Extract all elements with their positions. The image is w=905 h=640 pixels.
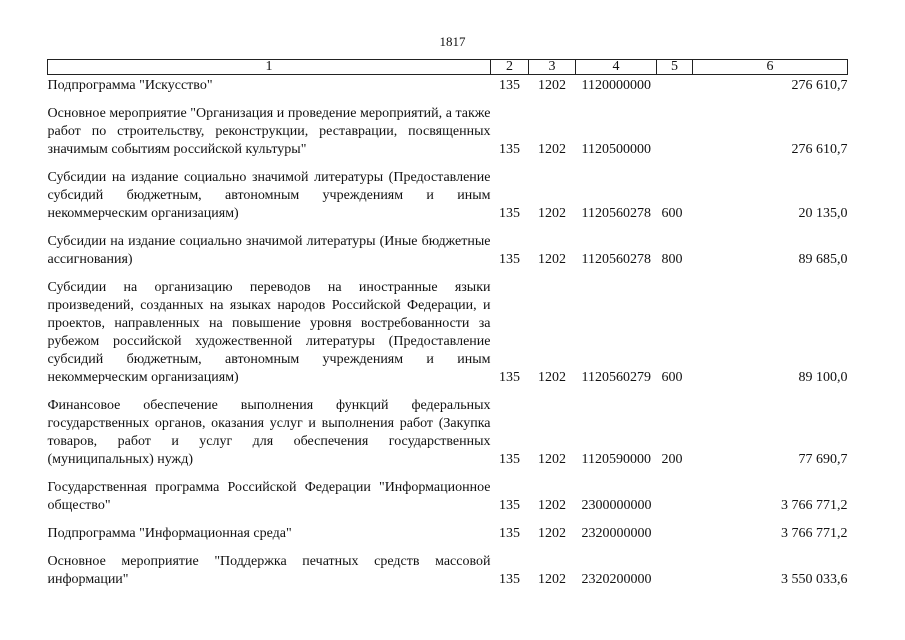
row-name: Подпрограмма "Информационная среда" — [47, 526, 292, 541]
row-name: Подпрограмма "Искусство" — [47, 78, 213, 93]
row-expense-type — [657, 75, 693, 106]
row-section: 1202 — [538, 452, 566, 467]
row-amount: 3 550 033,6 — [781, 572, 848, 587]
row-amount: 276 610,7 — [791, 142, 848, 157]
row-section: 1202 — [538, 572, 566, 587]
row-name: Финансовое обеспечение выполнения функций федеральных государственных органов, оказания услуг и выполнения работ (Закупка товаров, работ и услуг для обеспечения государственных (муниципальных) нужд) — [47, 398, 491, 467]
table-body — [48, 75, 848, 600]
row-target-code: 1120560279 — [581, 370, 651, 385]
table-row — [48, 553, 848, 599]
table-row — [48, 169, 848, 233]
row-expense-type — [657, 553, 693, 599]
row-amount: 89 100,0 — [798, 370, 848, 385]
budget-table — [47, 59, 848, 599]
row-grbs: 135 — [499, 252, 520, 267]
row-section: 1202 — [538, 142, 566, 157]
row-target-code: 2300000000 — [581, 498, 652, 513]
row-expense-type — [657, 525, 693, 553]
table-row — [48, 105, 848, 169]
row-expense-type — [657, 479, 693, 525]
row-section: 1202 — [538, 78, 566, 93]
row-grbs: 135 — [499, 206, 520, 221]
row-expense-type: 600 — [661, 206, 683, 221]
row-target-code: 1120000000 — [581, 78, 651, 93]
column-header-6: 6 — [693, 60, 848, 75]
row-section: 1202 — [538, 252, 566, 267]
row-name: Субсидии на организацию переводов на иностранные языки произведений, созданных на языках народов Российской Федерации, и проектов, направленных на повышение уровня востребованности за рубежом российской художественной литературы (Предоставление субсидий бюджетным, автономным учреждениям и иным некоммерческим организациям) — [47, 280, 491, 385]
column-header-5: 5 — [657, 60, 693, 75]
row-target-code: 1120590000 — [581, 452, 651, 467]
table-row — [48, 525, 848, 553]
header-row — [48, 60, 848, 75]
row-amount: 3 766 771,2 — [781, 526, 848, 541]
row-target-code: 2320000000 — [581, 526, 652, 541]
column-header-3: 3 — [529, 60, 576, 75]
row-amount: 77 690,7 — [798, 452, 848, 467]
row-section: 1202 — [538, 370, 566, 385]
table-header — [48, 60, 848, 75]
table-row — [48, 279, 848, 397]
row-grbs: 135 — [499, 370, 520, 385]
row-target-code: 2320200000 — [581, 572, 652, 587]
row-amount: 276 610,7 — [791, 78, 848, 93]
row-expense-type — [657, 105, 693, 169]
row-grbs: 135 — [499, 526, 520, 541]
table-row — [48, 233, 848, 279]
row-amount: 89 685,0 — [798, 252, 848, 267]
row-grbs: 135 — [499, 498, 520, 513]
row-section: 1202 — [538, 498, 566, 513]
column-header-2: 2 — [491, 60, 529, 75]
row-section: 1202 — [538, 206, 566, 221]
row-name: Субсидии на издание социально значимой литературы (Иные бюджетные ассигнования) — [47, 234, 491, 267]
row-name: Основное мероприятие "Организация и проведение мероприятий, а также работ по строительству, реконструкции, реставрации, посвященных значимым событиям российской культуры" — [47, 106, 491, 157]
row-expense-type: 800 — [661, 252, 683, 267]
row-target-code: 1120560278 — [581, 252, 651, 267]
row-grbs: 135 — [499, 78, 520, 93]
table-row — [48, 479, 848, 525]
row-grbs: 135 — [499, 572, 520, 587]
row-target-code: 1120500000 — [581, 142, 651, 157]
row-grbs: 135 — [499, 142, 520, 157]
row-target-code: 1120560278 — [581, 206, 651, 221]
row-amount: 3 766 771,2 — [781, 498, 848, 513]
table-row — [48, 75, 848, 106]
row-name: Основное мероприятие "Поддержка печатных средств массовой информации" — [47, 554, 491, 587]
column-header-1: 1 — [48, 60, 491, 75]
row-expense-type: 600 — [661, 370, 683, 385]
row-grbs: 135 — [499, 452, 520, 467]
row-expense-type: 200 — [661, 452, 683, 467]
column-header-4: 4 — [576, 60, 657, 75]
page-number: 1817 — [439, 34, 466, 49]
row-section: 1202 — [538, 526, 566, 541]
row-name: Субсидии на издание социально значимой литературы (Предоставление субсидий бюджетным, автономным учреждениям и иным некоммерческим организациям) — [47, 170, 491, 221]
row-name: Государственная программа Российской Федерации "Информационное общество" — [47, 480, 491, 513]
row-amount: 20 135,0 — [798, 206, 848, 221]
table-row — [48, 397, 848, 479]
